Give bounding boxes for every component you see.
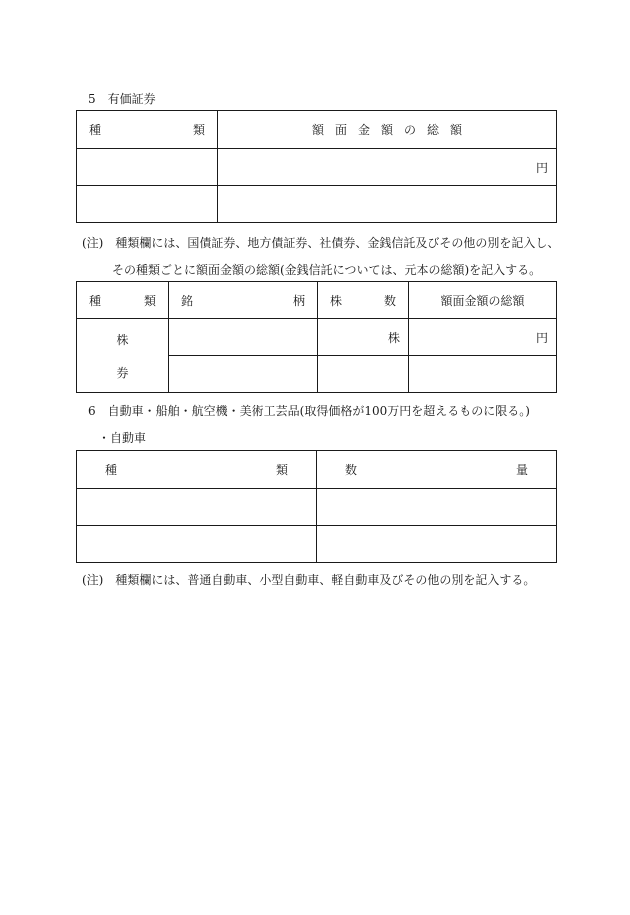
header-face-total: 額面金額の総額 bbox=[218, 111, 557, 149]
header-kind: 種 類 bbox=[77, 282, 169, 319]
section6-subheading: ・自動車 bbox=[98, 431, 147, 445]
header-shares: 株 数 bbox=[318, 282, 409, 319]
header-brand: 銘 柄 bbox=[169, 282, 318, 319]
cell-kind-1[interactable] bbox=[77, 489, 317, 526]
shares-unit: 株 bbox=[387, 330, 400, 345]
yen-unit: 円 bbox=[535, 330, 548, 345]
stocks-table bbox=[76, 281, 557, 393]
cell-quantity-1[interactable] bbox=[317, 489, 557, 526]
header-kind: 種 類 bbox=[77, 111, 218, 149]
cell-kind-1[interactable] bbox=[77, 149, 218, 186]
row-label-stock-certificates: 株 券 bbox=[77, 319, 169, 393]
cell-brand-1[interactable] bbox=[169, 319, 318, 356]
securities-table bbox=[76, 110, 557, 223]
cell-face-total-2[interactable] bbox=[218, 186, 557, 223]
note-line-2: その種類ごとに額面金額の総額(金銭信託については、元本の総額)を記入する。 bbox=[112, 263, 542, 277]
automobiles-table bbox=[76, 450, 557, 563]
cell-face-total-1[interactable] bbox=[409, 319, 557, 356]
cell-shares-1[interactable] bbox=[318, 319, 409, 356]
cell-face-total-1[interactable] bbox=[218, 149, 557, 186]
header-kind: 種 類 bbox=[77, 451, 317, 489]
yen-unit: 円 bbox=[535, 160, 548, 175]
cell-quantity-2[interactable] bbox=[317, 526, 557, 563]
section5-heading: 5 有価証券 bbox=[88, 92, 156, 106]
cell-face-total-2[interactable] bbox=[409, 356, 557, 393]
note-line-1: (注) 種類欄には、国債証券、地方債証券、社債券、金銭信託及びその他の別を記入し、 bbox=[82, 236, 560, 250]
header-face-total: 額面金額の総額 bbox=[409, 282, 557, 319]
cell-brand-2[interactable] bbox=[169, 356, 318, 393]
cell-kind-2[interactable] bbox=[77, 186, 218, 223]
section6-heading: 6 自動車・船舶・航空機・美術工芸品(取得価格が100万円を超えるものに限る。) bbox=[88, 404, 530, 418]
cell-kind-2[interactable] bbox=[77, 526, 317, 563]
header-quantity: 数 量 bbox=[317, 451, 557, 489]
section6-note: (注) 種類欄には、普通自動車、小型自動車、軽自動車及びその他の別を記入する。 bbox=[82, 573, 536, 587]
cell-shares-2[interactable] bbox=[318, 356, 409, 393]
